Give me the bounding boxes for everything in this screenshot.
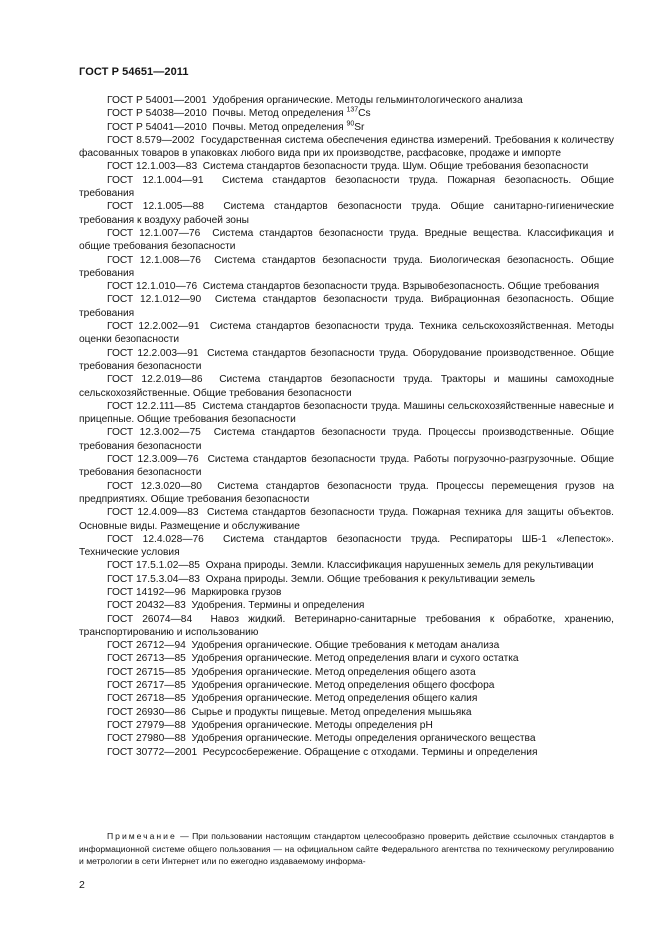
reference-item	[79, 586, 614, 599]
reference-title: Система стандартов безопасности труда. Респираторы ШБ-1 «Лепесток». Технические условия	[79, 533, 614, 559]
reference-item	[79, 320, 614, 347]
reference-title: Система стандартов безопасности труда. Пожарная техника для защиты объектов. Основные виды. Размещение и обслуживание	[79, 507, 614, 532]
reference-item	[79, 254, 614, 281]
reference-code: ГОСТ 12.2.002—91	[107, 321, 200, 333]
reference-item	[79, 506, 614, 533]
reference-code: ГОСТ 12.3.002—75	[107, 427, 201, 439]
reference-code: ГОСТ 14192—96	[107, 586, 186, 598]
reference-item	[79, 426, 614, 453]
reference-title: Удобрения органические. Метод определения общего фосфора	[191, 680, 495, 692]
reference-item	[79, 134, 614, 161]
reference-title: Удобрения. Термины и определения	[191, 600, 365, 612]
reference-code: ГОСТ 12.3.009—76	[107, 454, 199, 466]
isotope-symbol: Cs	[358, 108, 371, 120]
reference-code: ГОСТ 12.1.008—76	[107, 254, 201, 266]
reference-code: ГОСТ 12.1.003—83	[107, 161, 198, 173]
reference-code: ГОСТ 27980—88	[107, 733, 186, 745]
reference-item	[79, 559, 614, 572]
reference-code: ГОСТ 8.579—2002	[107, 134, 195, 146]
reference-item	[79, 679, 614, 692]
reference-code: ГОСТ 26718—85	[107, 693, 186, 705]
reference-item	[79, 280, 614, 293]
reference-title: Система стандартов безопасности труда. Вредные вещества. Классификация и общие требования безопасности	[79, 227, 614, 253]
reference-item	[79, 480, 614, 507]
reference-code: ГОСТ 26712—94	[107, 640, 186, 652]
page-number: 2	[79, 879, 85, 891]
note-text: — При пользовании настоящим стандартом целесообразно проверить действие ссылочных стандартов в информационной системе общего пользования — на официальном сайте Федерального агентства по техническому регулированию и метрологии в сети Интернет или по ежегодно издаваемому информа-	[79, 831, 615, 867]
reference-code: ГОСТ 26717—85	[107, 680, 186, 692]
reference-title: Почвы. Метод определения	[212, 121, 344, 133]
reference-code: ГОСТ 26074—84	[107, 613, 193, 625]
reference-item	[79, 746, 614, 759]
reference-title: Почвы. Метод определения	[212, 108, 344, 120]
reference-item	[79, 373, 614, 400]
reference-code: ГОСТ 12.1.012—90	[107, 294, 202, 306]
reference-code: ГОСТ 20432—83	[107, 600, 186, 612]
reference-code: ГОСТ Р 54041—2010	[107, 121, 207, 133]
reference-title: Удобрения органические. Общие требования к методам анализа	[191, 640, 500, 652]
normative-references-list	[79, 94, 614, 759]
reference-code: ГОСТ 26715—85	[107, 666, 186, 678]
reference-item	[79, 227, 614, 254]
reference-item	[79, 400, 614, 427]
reference-title: Охрана природы. Земли. Общие требования к рекультивации земель	[205, 573, 536, 585]
reference-item	[79, 639, 614, 652]
reference-item	[79, 121, 614, 134]
reference-title: Система стандартов безопасности труда. Работы погрузочно-разгрузочные. Общие требования безопасности	[79, 454, 614, 479]
reference-title: Сырье и продукты пищевые. Метод определения мышьяка	[191, 706, 472, 718]
reference-code: ГОСТ 12.4.009—83	[107, 507, 199, 519]
reference-code: ГОСТ 12.2.003—91	[107, 347, 199, 359]
reference-title: Система стандартов безопасности труда. Тракторы и машины самоходные сельскохозяйственные. Общие требования безопасности	[79, 374, 614, 399]
reference-title: Ресурсосбережение. Обращение с отходами. Термины и определения	[202, 746, 538, 758]
reference-item	[79, 613, 614, 640]
reference-item	[79, 573, 614, 586]
reference-title: Система стандартов безопасности труда. Пожарная безопасность. Общие требования	[79, 174, 614, 200]
reference-code: ГОСТ Р 54038—2010	[107, 108, 207, 120]
reference-title: Удобрения органические. Методы определения органического вещества	[191, 733, 536, 745]
reference-title: Навоз жидкий. Ветеринарно-санитарные требования к обработке, хранению, транспортированию и использованию	[79, 613, 614, 638]
note-label: Примечание	[107, 831, 177, 841]
reference-title: Государственная система обеспечения единства измерений. Требования к количеству фасованных товаров в упаковках любого вида при их производстве, расфасовке, продаже и импорте	[79, 134, 614, 160]
reference-title: Удобрения органические. Метод определения общего калия	[191, 693, 478, 705]
reference-item	[79, 94, 614, 107]
reference-code: ГОСТ 27979—88	[107, 719, 186, 731]
reference-item	[79, 200, 614, 227]
reference-item	[79, 692, 614, 705]
reference-title: Удобрения органические. Методы определения pH	[191, 719, 433, 731]
reference-title: Удобрения органические. Методы гельминтологического анализа	[212, 95, 523, 106]
reference-title: Система стандартов безопасности труда. Шум. Общие требования безопасности	[202, 161, 589, 173]
reference-title: Система стандартов безопасности труда. Машины сельскохозяйственные навесные и прицепные. Общие требования безопасности	[79, 400, 614, 426]
reference-item	[79, 107, 614, 120]
reference-title: Система стандартов безопасности труда. Техника сельскохозяйственная. Методы оценки безопасности	[79, 321, 614, 346]
reference-title: Система стандартов безопасности труда. Общие санитарно-гигиенические требования к воздуху рабочей зоны	[79, 201, 614, 226]
reference-code: ГОСТ 26930—86	[107, 706, 186, 718]
page-header-doc-code: ГОСТ Р 54651—2011	[79, 66, 189, 78]
reference-item	[79, 599, 614, 612]
reference-item	[79, 293, 614, 320]
reference-item	[79, 160, 614, 173]
reference-item	[79, 347, 614, 374]
reference-code: ГОСТ 12.1.004—91	[107, 174, 204, 186]
reference-item	[79, 453, 614, 480]
reference-code: ГОСТ 17.5.3.04—83	[107, 573, 200, 585]
reference-title: Система стандартов безопасности труда. Оборудование производственное. Общие требования безопасности	[79, 347, 614, 372]
isotope-mass-number: 137	[346, 106, 359, 114]
reference-code: ГОСТ 30772—2001	[107, 746, 198, 758]
footnote-note	[79, 830, 614, 868]
reference-title: Система стандартов безопасности труда. Вибрационная безопасность. Общие требования	[79, 294, 614, 319]
reference-title: Система стандартов безопасности труда. Процессы производственные. Общие требования безопасности	[79, 427, 614, 452]
reference-code: ГОСТ 12.1.005—88	[107, 201, 204, 213]
reference-title: Система стандартов безопасности труда. Взрывобезопасность. Общие требования	[202, 281, 600, 293]
isotope-symbol: Sr	[354, 121, 365, 133]
reference-title: Система стандартов безопасности труда. Процессы перемещения грузов на предприятиях. Общие требования безопасности	[79, 480, 614, 505]
reference-code: ГОСТ 26713—85	[107, 653, 186, 665]
reference-item	[79, 706, 614, 719]
reference-title: Охрана природы. Земли. Классификация нарушенных земель для рекультивации	[205, 560, 594, 572]
reference-code: ГОСТ 12.4.028—76	[107, 533, 204, 545]
isotope-mass-number: 90	[346, 120, 355, 128]
reference-code: ГОСТ 17.5.1.02—85	[107, 560, 200, 572]
reference-item	[79, 666, 614, 679]
reference-code: ГОСТ 12.2.111—85	[107, 400, 196, 412]
reference-code: ГОСТ 12.2.019—86	[107, 374, 203, 386]
reference-item	[79, 719, 614, 732]
reference-item	[79, 652, 614, 665]
reference-item	[79, 533, 614, 560]
reference-code: ГОСТ Р 54001—2001	[107, 95, 207, 106]
reference-title: Маркировка грузов	[191, 586, 282, 598]
reference-item	[79, 732, 614, 745]
reference-code: ГОСТ 12.3.020—80	[107, 480, 202, 492]
reference-code: ГОСТ 12.1.010—76	[107, 281, 198, 293]
reference-item	[79, 174, 614, 201]
reference-title: Удобрения органические. Метод определения влаги и сухого остатка	[191, 653, 519, 665]
reference-title: Система стандартов безопасности труда. Биологическая безопасность. Общие требования	[79, 254, 614, 279]
reference-code: ГОСТ 12.1.007—76	[107, 227, 201, 239]
reference-title: Удобрения органические. Метод определения общего азота	[191, 666, 476, 678]
